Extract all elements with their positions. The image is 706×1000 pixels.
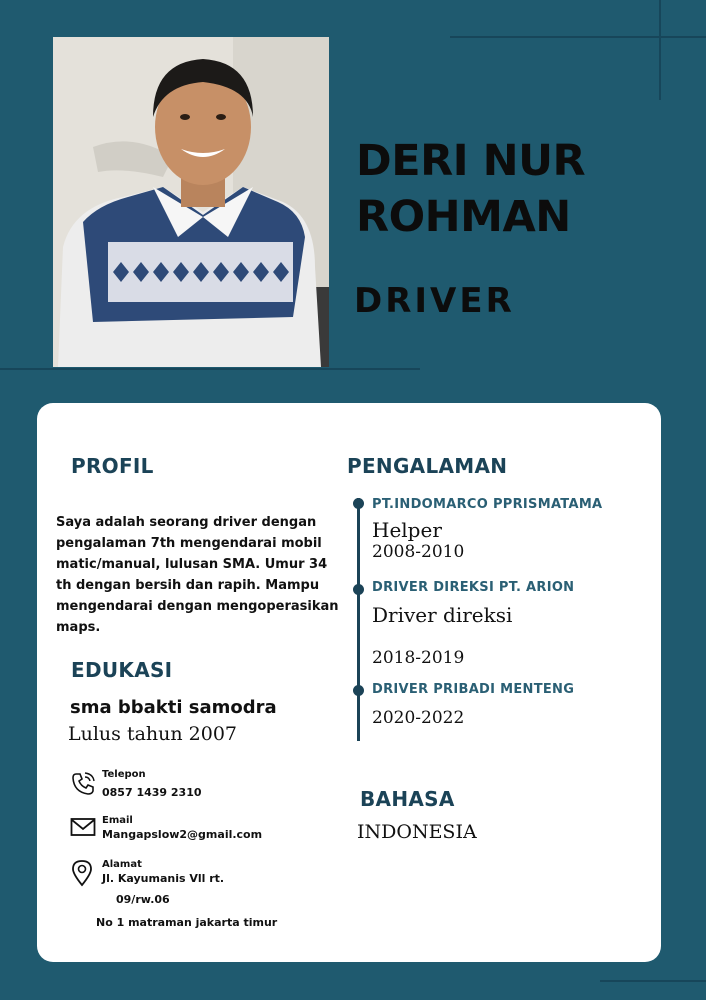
decorative-line-bottom [600, 980, 706, 982]
job-period-2: 2018-2019 [372, 648, 465, 668]
address-line-2: 09/rw.06 [116, 893, 170, 906]
job-company-3: DRIVER PRIBADI MENTENG [372, 682, 575, 697]
job-period-1: 2008-2010 [372, 542, 465, 562]
full-name [356, 133, 686, 245]
email-label: Email [102, 815, 133, 826]
profile-photo [53, 37, 329, 367]
decorative-line-middle [0, 368, 420, 370]
language-value: INDONESIA [357, 821, 477, 843]
phone-icon [70, 771, 96, 797]
location-pin-icon [71, 859, 93, 887]
phone-value: 0857 1439 2310 [102, 786, 202, 799]
address-line-1: Jl. Kayumanis Vll rt. [102, 872, 225, 885]
decorative-line-vertical [659, 0, 661, 100]
profile-text: Saya adalah seorang driver dengan pengalaman 7th mengendarai mobil matic/manual, lulusan SMA. Umur 34 th dengan bersih dan rapih. Mampu mengendarai dengan mengoperasikan maps. [56, 515, 339, 635]
email-icon [70, 817, 96, 837]
timeline-dot-2 [353, 584, 364, 595]
name-line-1: DERI NUR [356, 136, 586, 186]
email-value: Mangapslow2@gmail.com [102, 828, 263, 841]
phone-label: Telepon [102, 769, 146, 780]
decorative-line-top [450, 36, 706, 38]
address-line-3: No 1 matraman jakarta timur [96, 916, 278, 929]
job-position-2: Driver direksi [372, 603, 513, 627]
experience-heading: PENGALAMAN [347, 454, 508, 478]
education-heading: EDUKASI [71, 658, 173, 682]
job-position-1: Helper [372, 518, 442, 542]
job-role: DRIVER [354, 281, 515, 321]
portrait-illustration [53, 37, 329, 367]
job-company-2: DRIVER DIREKSI PT. ARION [372, 580, 575, 595]
profile-heading: PROFIL [71, 454, 154, 478]
experience-timeline [357, 498, 360, 741]
education-detail: Lulus tahun 2007 [68, 723, 238, 745]
name-line-2: ROHMAN [356, 192, 571, 242]
education-school: sma bbakti samodra [70, 697, 277, 718]
job-period-3: 2020-2022 [372, 708, 465, 728]
language-heading: BAHASA [360, 787, 455, 811]
address-label: Alamat [102, 859, 142, 870]
job-company-1: PT.INDOMARCO PPRISMATAMA [372, 497, 603, 512]
resume-card [37, 403, 661, 962]
timeline-dot-1 [353, 498, 364, 509]
timeline-dot-3 [353, 685, 364, 696]
